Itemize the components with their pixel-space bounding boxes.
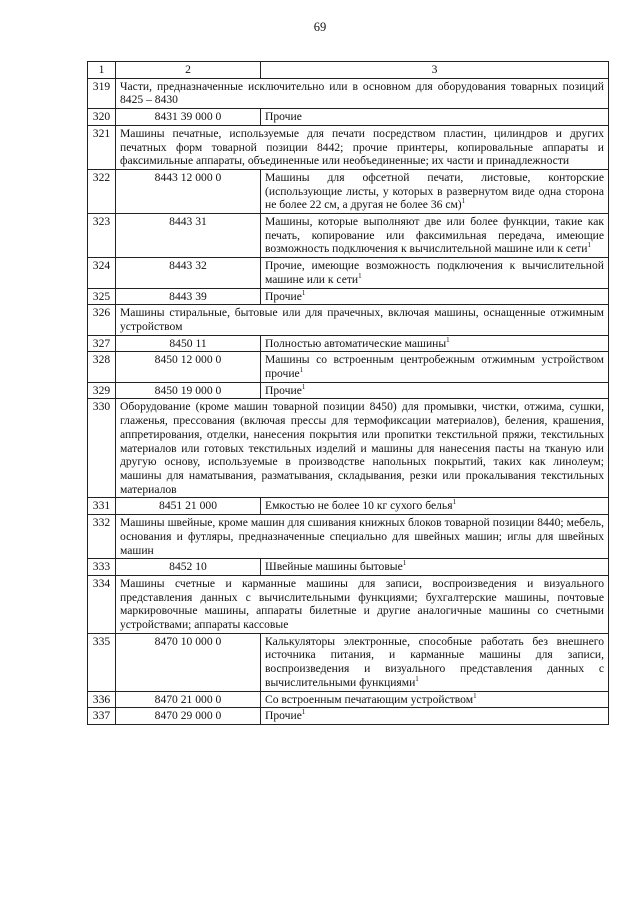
goods-description xyxy=(261,109,609,126)
description-text: Машины швейные, кроме машин для сшивания книжных блоков товарной позиции 8440; мебель, основания и футляры, предназначенные специально для швейных машин; иглы для швейных машин xyxy=(120,516,604,557)
table-row xyxy=(88,125,609,169)
goods-description xyxy=(261,258,609,288)
footnote-mark: 1 xyxy=(473,691,477,700)
goods-description xyxy=(261,214,609,258)
table-row xyxy=(88,352,609,382)
description-text: Оборудование (кроме машин товарной позиции 8450) для промывки, чистки, отжима, сушки, глаженья, прессования (включая прессы для термофиксации материалов), беления, крашения, аппретирования, отделки, нанесения покрытия или пропитки текстильной пряжи, текстильных материалов или готовых текстильных изделий и машины для нанесения пасты на тканую или другую основу, используемые в производстве напольных покрытий, таких как линолеум; машины для наматывания, разматывания, складывания, резки или прокалывания текстильных материалов xyxy=(120,400,604,496)
table-row xyxy=(88,305,609,335)
tn-ved-code: 8443 39 xyxy=(116,288,261,305)
description-text: Части, предназначенные исключительно или в основном для оборудования товарных позиций 8425 – 8430 xyxy=(120,79,604,107)
table-row xyxy=(88,335,609,352)
goods-description xyxy=(116,125,609,169)
footnote-mark: 1 xyxy=(301,708,306,717)
tn-ved-code: 8443 31 xyxy=(116,214,261,258)
footnote-mark: 1 xyxy=(461,197,466,206)
description-text: Машины счетные и карманные машины для записи, воспроизведения и визуального представления данных с вычислительными функциями; бухгалтерские машины, почтовые маркировочные машины, аппараты билетные и другие аналогичные машины со счетными устройствами; аппараты кассовые xyxy=(120,576,604,632)
row-number: 321 xyxy=(88,125,116,169)
goods-description xyxy=(261,169,609,213)
goods-table xyxy=(87,61,609,725)
row-number: 334 xyxy=(88,575,116,633)
row-number: 322 xyxy=(88,169,116,213)
row-number: 337 xyxy=(88,708,116,725)
tn-ved-code: 8450 11 xyxy=(116,335,261,352)
table-row xyxy=(88,288,609,305)
description-text: Прочие xyxy=(265,383,302,397)
tn-ved-code: 8443 32 xyxy=(116,258,261,288)
footnote-mark: 1 xyxy=(415,674,419,683)
tn-ved-code: 8470 21 000 0 xyxy=(116,691,261,708)
tn-ved-code: 8452 10 xyxy=(116,559,261,576)
description-text: Машины печатные, используемые для печати посредством пластин, цилиндров и других печатных форм товарной позиции 8442; прочие принтеры, копировальные аппараты и факсимильные аппараты, объединенные или необъединенные; их части и принадлежности xyxy=(120,126,604,168)
footnote-mark: 1 xyxy=(402,559,407,568)
row-number: 320 xyxy=(88,109,116,126)
goods-description xyxy=(116,515,609,559)
description-text: Прочие xyxy=(265,289,302,303)
tn-ved-code: 8443 12 000 0 xyxy=(116,169,261,213)
table-row xyxy=(88,258,609,288)
column-header: 3 xyxy=(261,62,609,79)
page-number: 69 xyxy=(313,20,327,34)
goods-description xyxy=(261,691,609,708)
goods-description xyxy=(116,78,609,108)
row-number: 319 xyxy=(88,78,116,108)
table-row xyxy=(88,382,609,399)
footnote-mark: 1 xyxy=(299,366,304,375)
goods-description xyxy=(261,633,609,691)
table-row xyxy=(88,691,609,708)
description-text: Прочие xyxy=(265,110,302,124)
description-text: Полностью автоматические машины xyxy=(265,336,447,350)
row-number: 330 xyxy=(88,399,116,498)
description-text: Прочие, имеющие возможность подключения к вычислительной машине или к сети xyxy=(265,259,604,286)
table-row xyxy=(88,575,609,633)
row-number: 332 xyxy=(88,515,116,559)
footnote-mark: 1 xyxy=(452,498,457,507)
row-number: 327 xyxy=(88,335,116,352)
description-text: Машины стиральные, бытовые или для прачечных, включая машины, оснащенные отжимным устройством xyxy=(120,306,604,333)
description-text: Машины для офсетной печати, листовые, конторские (использующие листы, у которых в развернутом виде одна сторона не более 22 см, а другая не более 36 см) xyxy=(265,170,604,212)
table-row xyxy=(88,399,609,498)
footnote-mark: 1 xyxy=(358,271,362,280)
tn-ved-code: 8450 19 000 0 xyxy=(116,382,261,399)
goods-description xyxy=(261,708,609,725)
table-row xyxy=(88,708,609,725)
row-number: 335 xyxy=(88,633,116,691)
tn-ved-code: 8470 10 000 0 xyxy=(116,633,261,691)
table-header-row xyxy=(88,62,609,79)
row-number: 324 xyxy=(88,258,116,288)
row-number: 336 xyxy=(88,691,116,708)
goods-description xyxy=(261,559,609,576)
tn-ved-code: 8431 39 000 0 xyxy=(116,109,261,126)
goods-description xyxy=(261,335,609,352)
description-text: Машины со встроенным центробежным отжимным устройством прочие xyxy=(265,353,604,381)
table-row xyxy=(88,109,609,126)
table-row xyxy=(88,559,609,576)
tn-ved-code: 8470 29 000 0 xyxy=(116,708,261,725)
description-text: Машины, которые выполняют две или более функции, такие как печать, копирование или факсимильная передача, имеющие возможность подключения к вычислительной машине или к сети xyxy=(265,215,604,256)
description-text: Швейные машины бытовые xyxy=(265,560,403,574)
table-row xyxy=(88,498,609,515)
table-row xyxy=(88,515,609,559)
goods-description xyxy=(116,305,609,335)
tn-ved-code: 8451 21 000 xyxy=(116,498,261,515)
description-text: Прочие xyxy=(265,709,302,723)
row-number: 326 xyxy=(88,305,116,335)
description-text: Калькуляторы электронные, способные работать без внешнего источника питания, и карманные машины для записи, воспроизведения и визуального представления данных с вычислительными функциями xyxy=(265,634,604,689)
goods-description xyxy=(116,575,609,633)
goods-description xyxy=(116,399,609,498)
table-row xyxy=(88,169,609,213)
footnote-mark: 1 xyxy=(446,335,450,344)
row-number: 329 xyxy=(88,382,116,399)
row-number: 331 xyxy=(88,498,116,515)
row-number: 333 xyxy=(88,559,116,576)
tn-ved-code: 8450 12 000 0 xyxy=(116,352,261,382)
goods-description xyxy=(261,288,609,305)
row-number: 323 xyxy=(88,214,116,258)
goods-description xyxy=(261,352,609,382)
goods-description xyxy=(261,498,609,515)
row-number: 328 xyxy=(88,352,116,382)
row-number: 325 xyxy=(88,288,116,305)
table-row xyxy=(88,78,609,108)
footnote-mark: 1 xyxy=(587,241,591,250)
column-header: 2 xyxy=(116,62,261,79)
column-header: 1 xyxy=(88,62,116,79)
description-text: Со встроенным печатающим устройством xyxy=(265,692,474,706)
description-text: Емкостью не более 10 кг сухого белья xyxy=(265,499,453,513)
footnote-mark: 1 xyxy=(301,382,306,391)
table-row xyxy=(88,633,609,691)
footnote-mark: 1 xyxy=(301,288,306,297)
goods-description xyxy=(261,382,609,399)
goods-table-body xyxy=(88,62,609,725)
table-row xyxy=(88,214,609,258)
